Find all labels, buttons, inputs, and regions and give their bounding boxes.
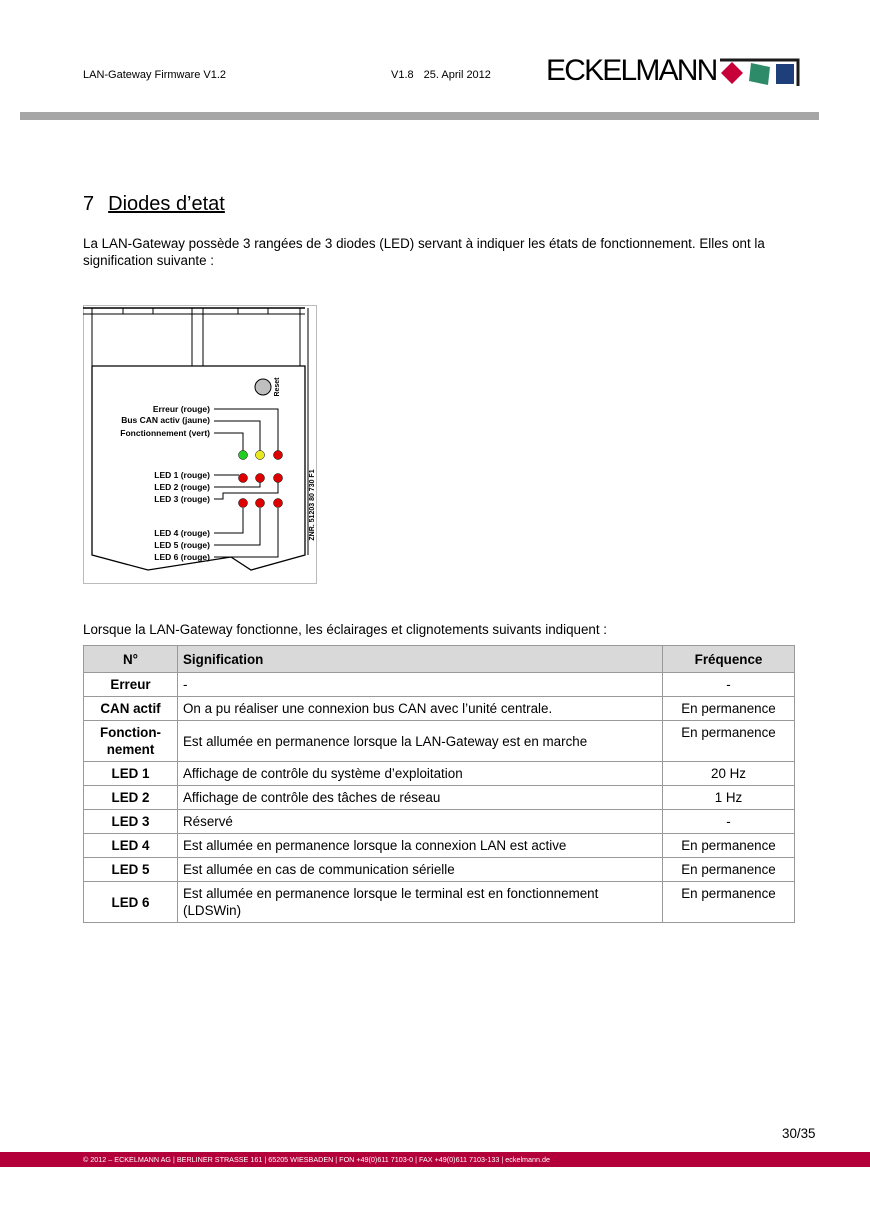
label-led3: LED 3 (rouge) <box>154 494 210 504</box>
label-fonctionnement: Fonctionnement (vert) <box>120 428 210 438</box>
row-id: LED 6 <box>84 882 178 923</box>
version: V1.8 <box>391 69 414 81</box>
led-2 <box>256 474 265 483</box>
table-row <box>84 834 795 858</box>
row-frequence: En permanence <box>663 882 795 923</box>
reset-button <box>255 379 271 395</box>
row-signification: Affichage de contrôle des tâches de réseau <box>178 786 663 810</box>
row-frequence: - <box>663 673 795 697</box>
led-green <box>239 451 248 460</box>
intro-paragraph: La LAN-Gateway possède 3 rangées de 3 diodes (LED) servant à indiquer les états de fonctionnement. Elles ont la signification suivante : <box>83 236 765 268</box>
column-header-frequence: Fréquence <box>663 646 795 673</box>
row-id: CAN actif <box>84 697 178 721</box>
header-divider <box>20 112 819 120</box>
table-row <box>84 786 795 810</box>
row-frequence: En permanence <box>663 858 795 882</box>
label-led1: LED 1 (rouge) <box>154 470 210 480</box>
row-id: LED 3 <box>84 810 178 834</box>
row-frequence: 20 Hz <box>663 762 795 786</box>
date: 25. April 2012 <box>423 69 491 81</box>
table-row <box>84 810 795 834</box>
led-6 <box>274 499 283 508</box>
version-date <box>391 69 491 81</box>
label-erreur: Erreur (rouge) <box>152 404 210 414</box>
table-caption: Lorsque la LAN-Gateway fonctionne, les éclairages et clignotements suivants indiquent : <box>83 622 608 637</box>
column-header-no: N° <box>84 646 178 673</box>
logo-diamond <box>721 62 743 84</box>
connector-left <box>92 308 192 366</box>
leader-bus-can <box>214 421 260 453</box>
led-yellow <box>256 451 265 460</box>
connector-right <box>203 308 300 366</box>
row-id: Fonction-nement <box>84 721 178 762</box>
label-led2: LED 2 (rouge) <box>154 482 210 492</box>
section-title: Diodes d’etat <box>108 193 225 215</box>
label-led5: LED 5 (rouge) <box>154 540 210 550</box>
brand-logo-text: ECKELMANN <box>546 54 717 87</box>
label-led4: LED 4 (rouge) <box>154 528 210 538</box>
leader-led2 <box>214 481 260 487</box>
led-3 <box>274 474 283 483</box>
part-number: ZNR. 51203 80 730 F1 <box>309 469 316 541</box>
row-id: Erreur <box>84 673 178 697</box>
row-frequence: - <box>663 810 795 834</box>
row-frequence: En permanence <box>663 834 795 858</box>
leader-led3 <box>214 481 278 499</box>
table-header-row <box>84 646 795 673</box>
leader-led5 <box>214 508 260 545</box>
table-row <box>84 858 795 882</box>
row-signification: Est allumée en permanence lorsque le terminal est en fonctionnement (LDSWin) <box>178 882 663 923</box>
led-red-erreur <box>274 451 283 460</box>
row-frequence: 1 Hz <box>663 786 795 810</box>
label-bus-can: Bus CAN activ (jaune) <box>121 415 210 425</box>
table-row <box>84 762 795 786</box>
row-id: LED 5 <box>84 858 178 882</box>
row-id: LED 1 <box>84 762 178 786</box>
page-number: 30/35 <box>782 1126 816 1141</box>
leader-led4 <box>214 508 243 533</box>
row-frequence: En permanence <box>663 697 795 721</box>
table-row <box>84 673 795 697</box>
row-signification: Est allumée en cas de communication sérielle <box>178 858 663 882</box>
row-signification: Affichage de contrôle du système d’exploitation <box>178 762 663 786</box>
row-signification: On a pu réaliser une connexion bus CAN avec l’unité centrale. <box>178 697 663 721</box>
table-row <box>84 697 795 721</box>
table-row <box>84 882 795 923</box>
leader-fonctionnement <box>214 433 243 453</box>
logo-green-square <box>749 63 770 85</box>
row-id: LED 2 <box>84 786 178 810</box>
led-5 <box>256 499 265 508</box>
row-signification: - <box>178 673 663 697</box>
leader-erreur <box>214 409 278 453</box>
column-header-signification: Signification <box>178 646 663 673</box>
section-number: 7 <box>83 193 95 215</box>
row-signification: Réservé <box>178 810 663 834</box>
logo-blue-square <box>776 64 794 84</box>
table-row <box>84 721 795 762</box>
device-led-diagram <box>83 305 318 585</box>
row-signification: Est allumée en permanence lorsque la connexion LAN est active <box>178 834 663 858</box>
label-led6: LED 6 (rouge) <box>154 552 210 562</box>
led-4 <box>239 499 248 508</box>
row-frequence: En permanence <box>663 721 795 762</box>
footer-imprint: © 2012 – ECKELMANN AG | BERLINER STRASSE 161 | 65205 WIESBADEN | FON +49(0)611 7103-0 | FAX +49(0)611 7103-133 | eckelmann.de <box>83 1155 551 1164</box>
led-1 <box>239 474 248 483</box>
row-signification: Est allumée en permanence lorsque la LAN-Gateway est en marche <box>178 721 663 762</box>
led-status-table <box>83 645 795 923</box>
document-title: LAN-Gateway Firmware V1.2 <box>83 69 227 81</box>
brand-logo-icon <box>718 58 800 88</box>
reset-label: Reset <box>274 377 281 397</box>
row-id: LED 4 <box>84 834 178 858</box>
section-heading <box>83 193 225 216</box>
